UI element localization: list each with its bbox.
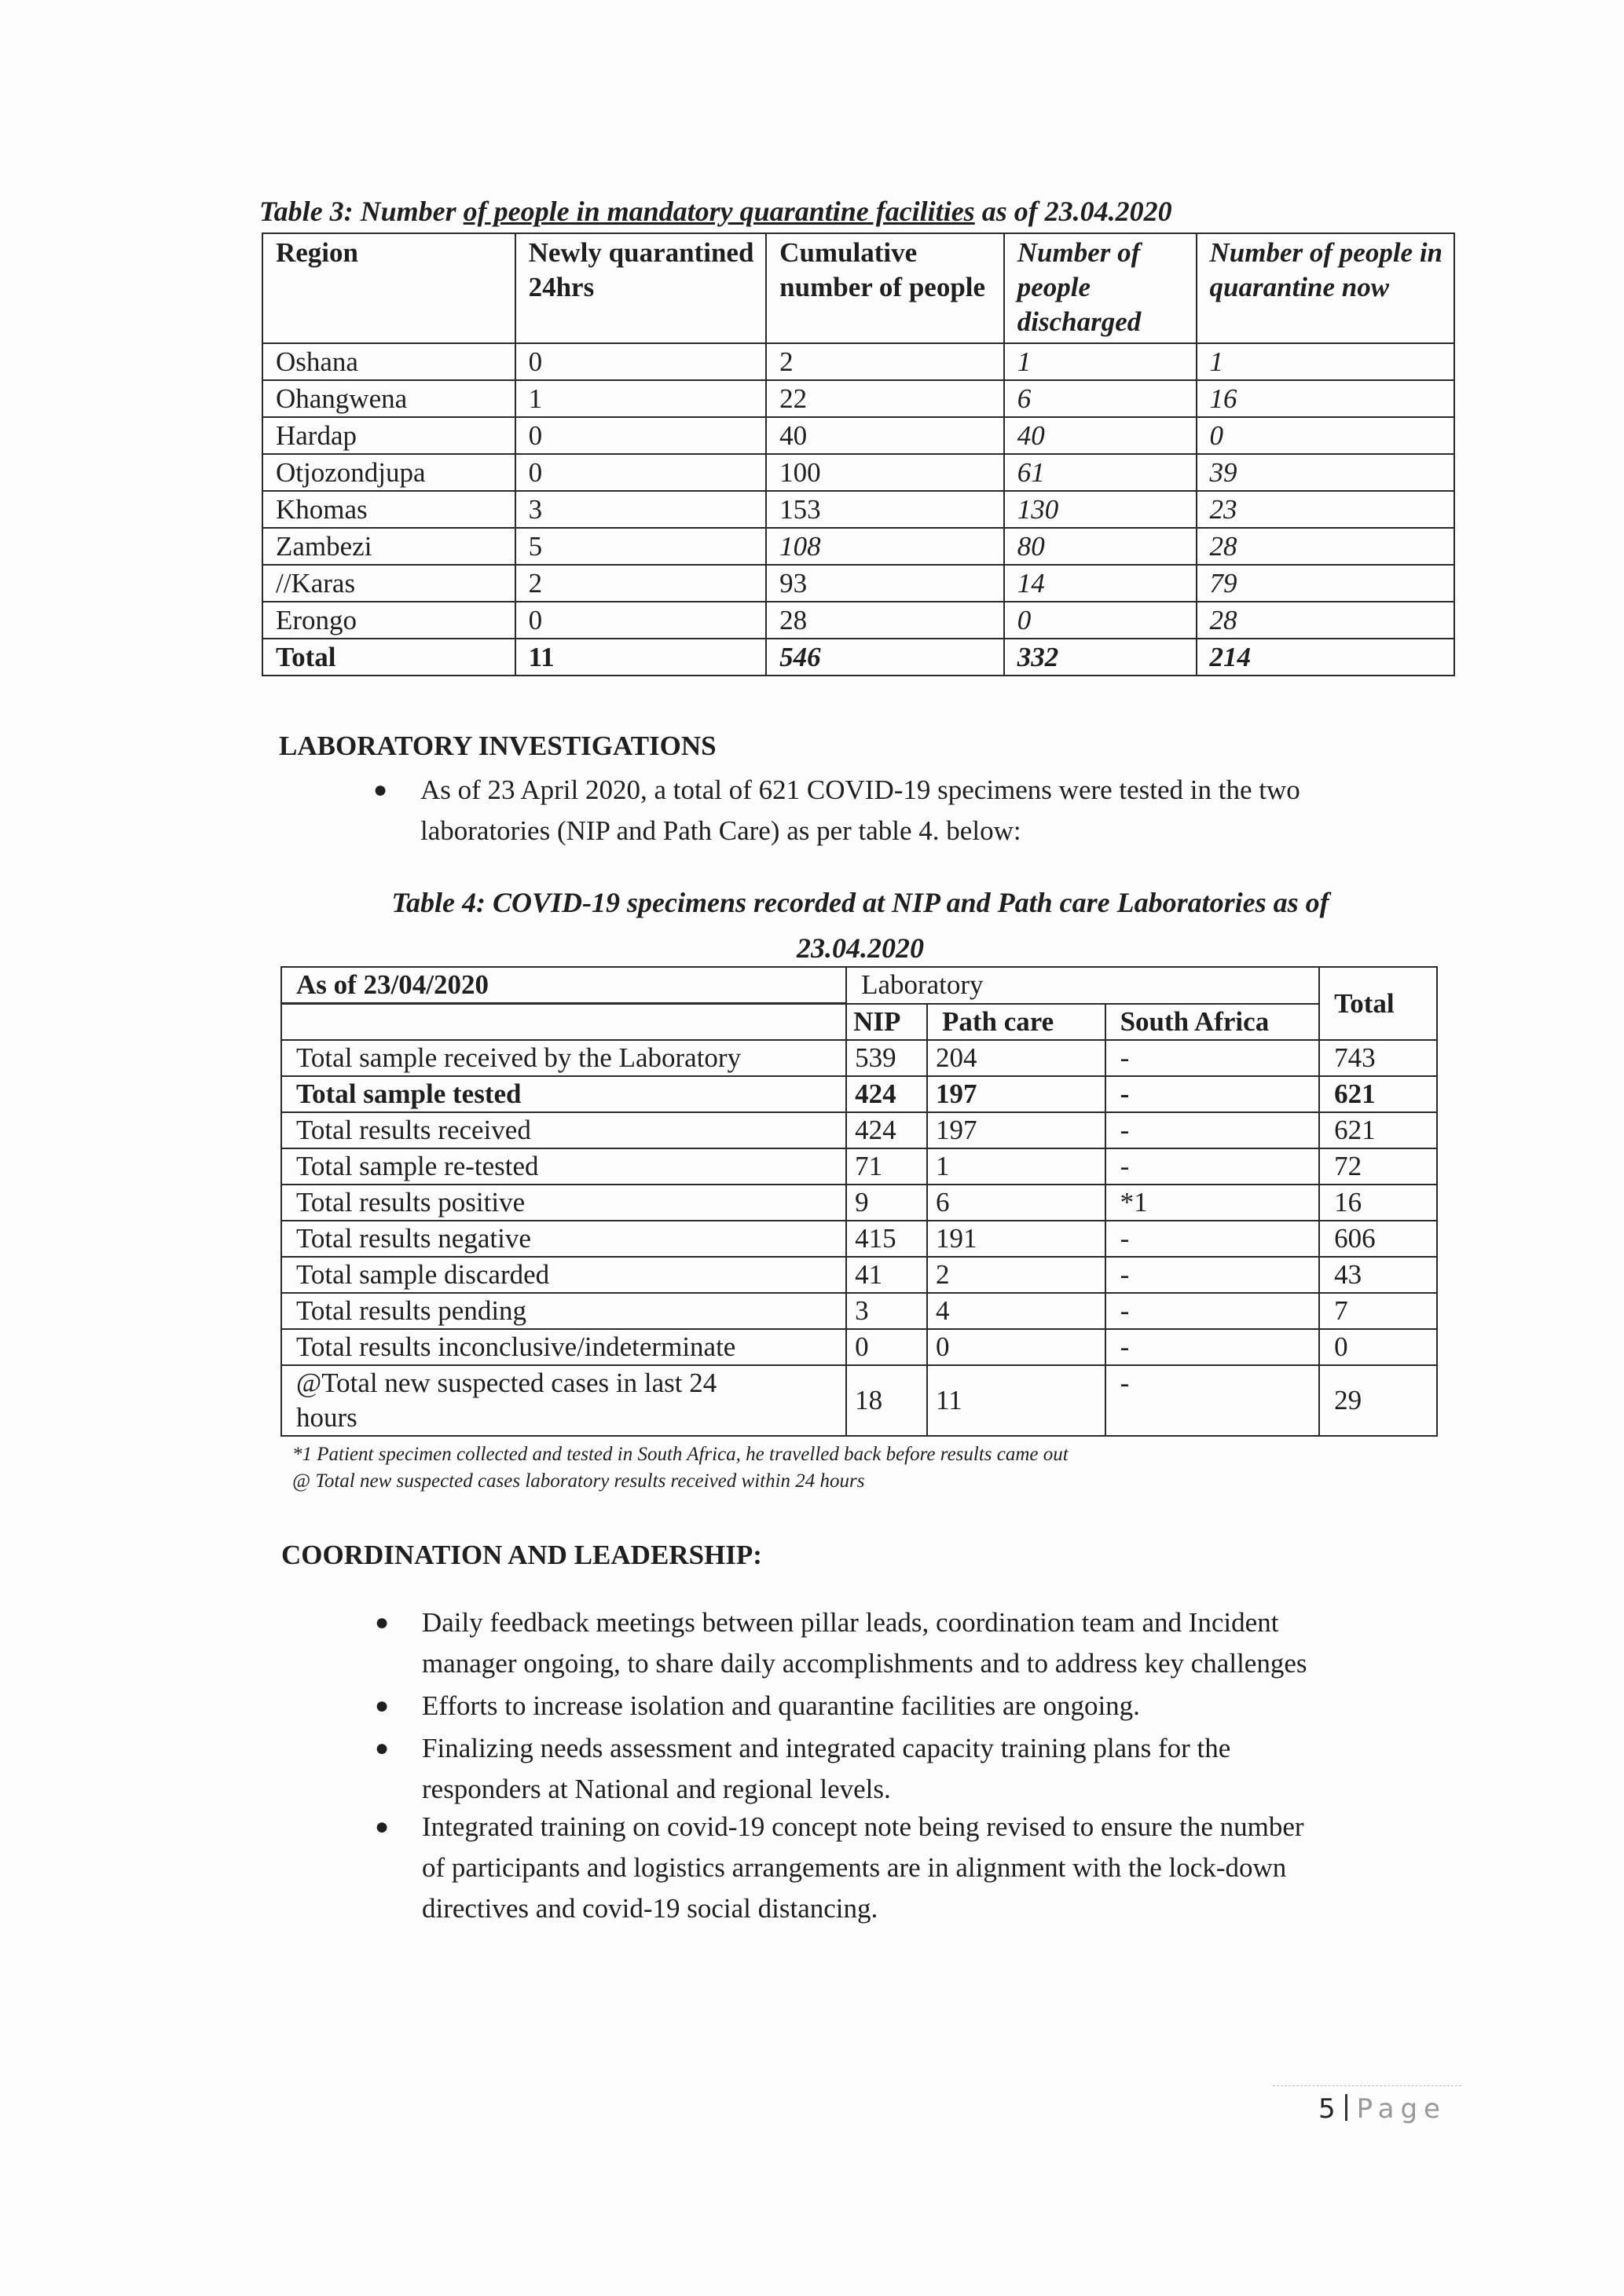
now-cell: 79 xyxy=(1197,565,1454,602)
coordination-bullet xyxy=(375,1602,1307,1684)
total-cell: 29 xyxy=(1319,1365,1437,1436)
cumulative-cell: 93 xyxy=(766,565,1004,602)
caption-line: 23.04.2020 xyxy=(797,932,924,964)
sa-cell: - xyxy=(1105,1040,1320,1076)
new-cell: 0 xyxy=(515,417,767,454)
coordination-bullet xyxy=(375,1807,1304,1929)
bullet-line: laboratories (NIP and Path Care) as per table 4. below: xyxy=(420,815,1021,846)
bullet-icon: ● xyxy=(373,777,388,803)
table-row xyxy=(262,565,1454,602)
region-cell: Total xyxy=(262,639,515,676)
nip-cell: 9 xyxy=(846,1185,927,1221)
footer-rule xyxy=(1273,2085,1461,2086)
pathcare-cell: 204 xyxy=(927,1040,1105,1076)
sa-cell: - xyxy=(1105,1257,1320,1293)
now-cell: 39 xyxy=(1197,454,1454,491)
nip-cell: 0 xyxy=(846,1329,927,1365)
nip-cell: 3 xyxy=(846,1293,927,1329)
label-cell: Total results positive xyxy=(281,1185,846,1221)
quarantine-table xyxy=(262,233,1455,676)
table-row xyxy=(281,1148,1437,1185)
header-nip: NIP xyxy=(846,1004,927,1041)
sa-cell: - xyxy=(1105,1112,1320,1148)
header-region: Region xyxy=(262,233,515,343)
bullet-icon: ● xyxy=(375,1814,390,1840)
pathcare-cell: 4 xyxy=(927,1293,1105,1329)
label-cell: Total sample re-tested xyxy=(281,1148,846,1185)
discharged-cell: 14 xyxy=(1004,565,1197,602)
discharged-cell: 0 xyxy=(1004,602,1197,639)
header-total: Total xyxy=(1319,967,1437,1040)
nip-cell: 424 xyxy=(846,1076,927,1112)
bullet-line: Integrated training on covid-19 concept note being revised to ensure the number xyxy=(422,1811,1304,1842)
region-cell: Hardap xyxy=(262,417,515,454)
now-cell: 0 xyxy=(1197,417,1454,454)
bullet-line: As of 23 April 2020, a total of 621 COVID-19 specimens were tested in the two xyxy=(420,774,1300,805)
new-cell: 0 xyxy=(515,343,767,380)
total-cell: 0 xyxy=(1319,1329,1437,1365)
lab-specimens-table xyxy=(280,966,1438,1437)
region-cell: Oshana xyxy=(262,343,515,380)
cumulative-cell: 100 xyxy=(766,454,1004,491)
header-cumulative: Cumulative number of people xyxy=(766,233,1004,343)
header-pathcare: Path care xyxy=(927,1004,1105,1041)
page-label: Page xyxy=(1356,2093,1446,2125)
coordination-heading: COORDINATION AND LEADERSHIP: xyxy=(281,1540,762,1570)
table-row xyxy=(262,380,1454,417)
label-cell: Total results negative xyxy=(281,1221,846,1257)
cumulative-cell: 153 xyxy=(766,491,1004,528)
header-in-quarantine: Number of people in quarantine now xyxy=(1197,233,1454,343)
caption-line: Table 4: COVID-19 specimens recorded at NIP and Path care Laboratories as of xyxy=(391,887,1329,918)
footnote-at: @ Total new suspected cases laboratory results received within 24 hours xyxy=(292,1470,865,1492)
total-cell: 621 xyxy=(1319,1112,1437,1148)
pathcare-cell: 6 xyxy=(927,1185,1105,1221)
table-row xyxy=(281,1112,1437,1148)
region-cell: Zambezi xyxy=(262,528,515,565)
caption-prefix: Table 3: Number xyxy=(259,196,464,227)
discharged-cell: 6 xyxy=(1004,380,1197,417)
new-cell: 0 xyxy=(515,602,767,639)
nip-cell: 71 xyxy=(846,1148,927,1185)
total-cell: 43 xyxy=(1319,1257,1437,1293)
label-cell: Total results received xyxy=(281,1112,846,1148)
now-cell: 214 xyxy=(1197,639,1454,676)
table-row xyxy=(281,1293,1437,1329)
now-cell: 23 xyxy=(1197,491,1454,528)
new-cell: 5 xyxy=(515,528,767,565)
footnote-asterisk: *1 Patient specimen collected and tested in South Africa, he travelled back before results came out xyxy=(292,1444,1069,1465)
label-cell: Total sample received by the Laboratory xyxy=(281,1040,846,1076)
label-cell: Total sample tested xyxy=(281,1076,846,1112)
table-row xyxy=(281,1076,1437,1112)
bullet-line: Daily feedback meetings between pillar leads, coordination team and Incident xyxy=(422,1607,1279,1638)
total-cell: 621 xyxy=(1319,1076,1437,1112)
now-cell: 28 xyxy=(1197,602,1454,639)
table-row xyxy=(262,528,1454,565)
header-discharged: Number of people discharged xyxy=(1004,233,1197,343)
pathcare-cell: 2 xyxy=(927,1257,1105,1293)
label-cell xyxy=(281,1365,846,1436)
lab-heading: LABORATORY INVESTIGATIONS xyxy=(279,731,717,761)
header-newly-quarantined: Newly quarantined 24hrs xyxy=(515,233,767,343)
label-line: hours xyxy=(296,1402,357,1433)
discharged-cell: 40 xyxy=(1004,417,1197,454)
table-row xyxy=(281,1040,1437,1076)
header-south-africa: South Africa xyxy=(1105,1004,1320,1041)
header-empty xyxy=(281,1004,846,1041)
discharged-cell: 1 xyxy=(1004,343,1197,380)
now-cell: 1 xyxy=(1197,343,1454,380)
table-row xyxy=(262,417,1454,454)
table-row xyxy=(262,343,1454,380)
header-asof: As of 23/04/2020 xyxy=(281,967,846,1004)
bullet-line: of participants and logistics arrangements are in alignment with the lock-down xyxy=(422,1852,1287,1883)
sa-cell: - xyxy=(1105,1293,1320,1329)
bullet-icon: ● xyxy=(375,1693,390,1719)
region-cell: Otjozondjupa xyxy=(262,454,515,491)
total-cell: 743 xyxy=(1319,1040,1437,1076)
new-cell: 3 xyxy=(515,491,767,528)
nip-cell: 539 xyxy=(846,1040,927,1076)
table-subheader-row xyxy=(281,1004,1437,1041)
label-line: @Total new suspected cases in last 24 xyxy=(296,1368,717,1398)
bullet-line: Finalizing needs assessment and integrated capacity training plans for the xyxy=(422,1733,1231,1763)
coordination-bullet xyxy=(375,1686,1140,1727)
new-cell: 2 xyxy=(515,565,767,602)
table-total-row xyxy=(262,639,1454,676)
discharged-cell: 80 xyxy=(1004,528,1197,565)
table-row xyxy=(281,1365,1437,1436)
sa-cell: - xyxy=(1105,1329,1320,1365)
total-cell: 16 xyxy=(1319,1185,1437,1221)
label-cell: Total results inconclusive/indeterminate xyxy=(281,1329,846,1365)
region-cell: Khomas xyxy=(262,491,515,528)
bullet-line: manager ongoing, to share daily accomplishments and to address key challenges xyxy=(422,1648,1307,1679)
total-cell: 606 xyxy=(1319,1221,1437,1257)
sa-cell: - xyxy=(1105,1221,1320,1257)
cumulative-cell: 2 xyxy=(766,343,1004,380)
region-cell: Erongo xyxy=(262,602,515,639)
cumulative-cell: 108 xyxy=(766,528,1004,565)
bullet-icon: ● xyxy=(375,1735,390,1761)
table3-caption xyxy=(259,195,1172,228)
sa-cell: *1 xyxy=(1105,1185,1320,1221)
total-cell: 72 xyxy=(1319,1148,1437,1185)
bullet-line: directives and covid-19 social distancing. xyxy=(422,1893,878,1924)
new-cell: 1 xyxy=(515,380,767,417)
discharged-cell: 130 xyxy=(1004,491,1197,528)
table-row xyxy=(262,602,1454,639)
pathcare-cell: 1 xyxy=(927,1148,1105,1185)
sa-cell: - xyxy=(1105,1076,1320,1112)
page-number xyxy=(1318,2093,1446,2125)
table-row xyxy=(262,454,1454,491)
header-laboratory: Laboratory xyxy=(846,967,1319,1004)
pathcare-cell: 11 xyxy=(927,1365,1105,1436)
coordination-bullet xyxy=(375,1728,1231,1810)
table-row xyxy=(281,1257,1437,1293)
pathcare-cell: 0 xyxy=(927,1329,1105,1365)
sa-cell: - xyxy=(1105,1365,1320,1436)
cumulative-cell: 28 xyxy=(766,602,1004,639)
region-cell: Ohangwena xyxy=(262,380,515,417)
pathcare-cell: 191 xyxy=(927,1221,1105,1257)
pathcare-cell: 197 xyxy=(927,1076,1105,1112)
label-cell: Total sample discarded xyxy=(281,1257,846,1293)
nip-cell: 18 xyxy=(846,1365,927,1436)
table-row xyxy=(281,1221,1437,1257)
table-row xyxy=(281,1329,1437,1365)
label-cell: Total results pending xyxy=(281,1293,846,1329)
cumulative-cell: 40 xyxy=(766,417,1004,454)
nip-cell: 415 xyxy=(846,1221,927,1257)
separator-bar xyxy=(1345,2094,1347,2121)
total-cell: 7 xyxy=(1319,1293,1437,1329)
new-cell: 0 xyxy=(515,454,767,491)
sa-cell: - xyxy=(1105,1148,1320,1185)
cumulative-cell: 546 xyxy=(766,639,1004,676)
now-cell: 16 xyxy=(1197,380,1454,417)
region-cell: //Karas xyxy=(262,565,515,602)
nip-cell: 41 xyxy=(846,1257,927,1293)
discharged-cell: 61 xyxy=(1004,454,1197,491)
pathcare-cell: 197 xyxy=(927,1112,1105,1148)
table4-caption xyxy=(283,880,1438,971)
table-header-row xyxy=(262,233,1454,343)
now-cell: 28 xyxy=(1197,528,1454,565)
discharged-cell: 332 xyxy=(1004,639,1197,676)
cumulative-cell: 22 xyxy=(766,380,1004,417)
bullet-line: Efforts to increase isolation and quarantine facilities are ongoing. xyxy=(422,1690,1140,1721)
table-row xyxy=(281,1185,1437,1221)
bullet-icon: ● xyxy=(375,1609,390,1635)
page-number-value: 5 xyxy=(1318,2093,1336,2125)
caption-suffix: as of 23.04.2020 xyxy=(974,196,1172,227)
bullet-line: responders at National and regional levels. xyxy=(422,1774,891,1804)
nip-cell: 424 xyxy=(846,1112,927,1148)
lab-bullet xyxy=(373,770,1300,851)
table-header-row xyxy=(281,967,1437,1004)
new-cell: 11 xyxy=(515,639,767,676)
table-row xyxy=(262,491,1454,528)
caption-underlined: of people in mandatory quarantine facilities xyxy=(463,196,975,227)
